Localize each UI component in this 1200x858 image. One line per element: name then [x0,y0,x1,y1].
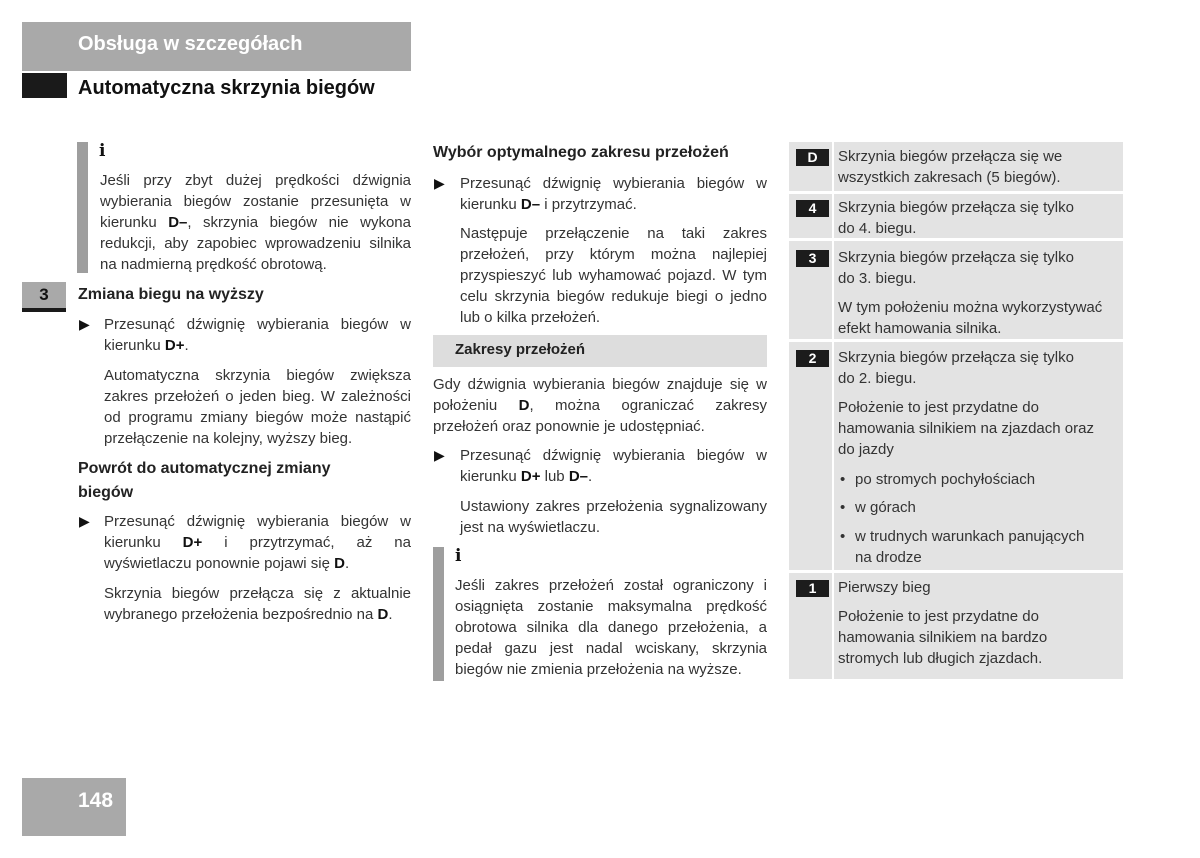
gear-note: Położenie to jest przydatne do [838,608,1039,625]
gear-note: hamowania silnikiem na zjazdach oraz [838,420,1094,437]
gear-note: efekt hamowania silnika. [838,320,1002,337]
heading-auto-return: Powrót do automatycznej zmiany [78,460,331,477]
gear-note: do jazdy [838,441,894,458]
heading-upshift: Zmiana biegu na wyższy [78,286,264,303]
gear-note: Położenie to jest przydatne do [838,399,1039,416]
title-marker [22,73,67,98]
gear-note: stromych lub długich zjazdach. [838,650,1043,667]
gear-note: hamowania silnikiem na bardzo [838,629,1048,646]
bullet-icon: • [840,499,846,516]
gear-key-4: 4 [796,200,829,217]
heading-auto-return-2: biegów [78,484,134,501]
bullet-icon: • [840,471,846,488]
bullet-text: w trudnych warunkach panujących [855,528,1085,545]
chapter-tab-underline [22,308,66,312]
gear-key-D: D [796,149,829,166]
gear-note: W tym położeniu można wykorzystywać [838,299,1103,316]
gear-desc: do 3. biegu. [838,270,917,287]
gear-key-1: 1 [796,580,829,597]
step-text: Przesunąć dźwignię wybierania biegów w kierunku D+. [104,316,411,354]
result-text: Automatyczna skrzynia biegów zwiększa zakres przełożeń o jeden bieg. W zależności od programu zmiany biegów może nastąpić przełączenie na kolejny, wyższy bieg. [104,367,411,447]
result-text: Skrzynia biegów przełącza się z aktualnie wybranego przełożenia bezpośrednio na D. [104,585,411,623]
gear-desc: do 4. biegu. [838,220,917,237]
page-title: Automatyczna skrzynia biegów [78,77,375,99]
section-title: Obsługa w szczegółach [78,33,303,55]
gear-desc: Skrzynia biegów przełącza się we [838,148,1063,165]
intro-text: Gdy dźwignia wybierania biegów znajduje się w położeniu D, można ograniczać zakresy przełożeń oraz ponownie je udostępniać. [433,376,767,435]
step-arrow-icon: ▶ [79,316,90,332]
info-note-bar [433,547,444,681]
info-note-bar [77,142,88,273]
bullet-text: po stromych pochyłościach [855,471,1036,488]
result-text: Ustawiony zakres przełożenia sygnalizowany jest na wyświetlaczu. [460,498,767,536]
info-icon: i [99,141,106,161]
gear-desc: do 2. biegu. [838,370,917,387]
result-text: Następuje przełączenie na taki zakres przełożeń, przy którym można najlepiej przyspieszyć lub wyhamować pojazd. W tym celu skrzynia biegów redukuje biegi o jedno lub o kilka przełożeń. [460,225,767,326]
gear-desc: Pierwszy bieg [838,579,931,596]
gear-key-3: 3 [796,250,829,267]
gear-desc: wszystkich zakresach (5 biegów). [838,169,1061,186]
gear-desc: Skrzynia biegów przełącza się tylko [838,249,1074,266]
table-column-divider [832,142,834,679]
gear-key-2: 2 [796,350,829,367]
bullet-text: na drodze [855,549,922,566]
gear-desc: Skrzynia biegów przełącza się tylko [838,199,1074,216]
step-arrow-icon: ▶ [79,513,90,529]
page-number: 148 [78,789,114,812]
step-text: Przesunąć dźwignię wybierania biegów w kierunku D+ lub D–. [460,447,767,485]
bullet-text: w górach [855,499,916,516]
info-icon: i [455,546,462,566]
info-note-text: Jeśli przy zbyt dużej prędkości dźwignia wybierania biegów zostanie przesunięta w kierunku D–, skrzynia biegów nie wykona redukcji, aby zapobiec wprowadzeniu silnika na nadmierną prędkość obrotową. [100,172,411,273]
subheading-gear-ranges: Zakresy przełożeń [455,341,586,358]
step-arrow-icon: ▶ [434,175,445,191]
step-arrow-icon: ▶ [434,447,445,463]
bullet-icon: • [840,528,846,545]
heading-optimal-range: Wybór optymalnego zakresu przełożeń [433,144,729,161]
gear-desc: Skrzynia biegów przełącza się tylko [838,349,1074,366]
step-text: Przesunąć dźwignię wybierania biegów w kierunku D+ i przytrzymać, aż na wyświetlaczu ponownie pojawi się D. [104,513,411,572]
info-note-text: Jeśli zakres przełożeń został ograniczony i osiągnięta zostanie maksymalna prędkość obrotowa silnika dla danego przełożenia, a pedał gazu jest nadal wciskany, skrzynia biegów nie zmienia przełożenia na wyższe. [455,577,767,678]
chapter-tab: 3 [22,282,66,308]
step-text: Przesunąć dźwignię wybierania biegów w kierunku D– i przytrzymać. [460,175,767,213]
